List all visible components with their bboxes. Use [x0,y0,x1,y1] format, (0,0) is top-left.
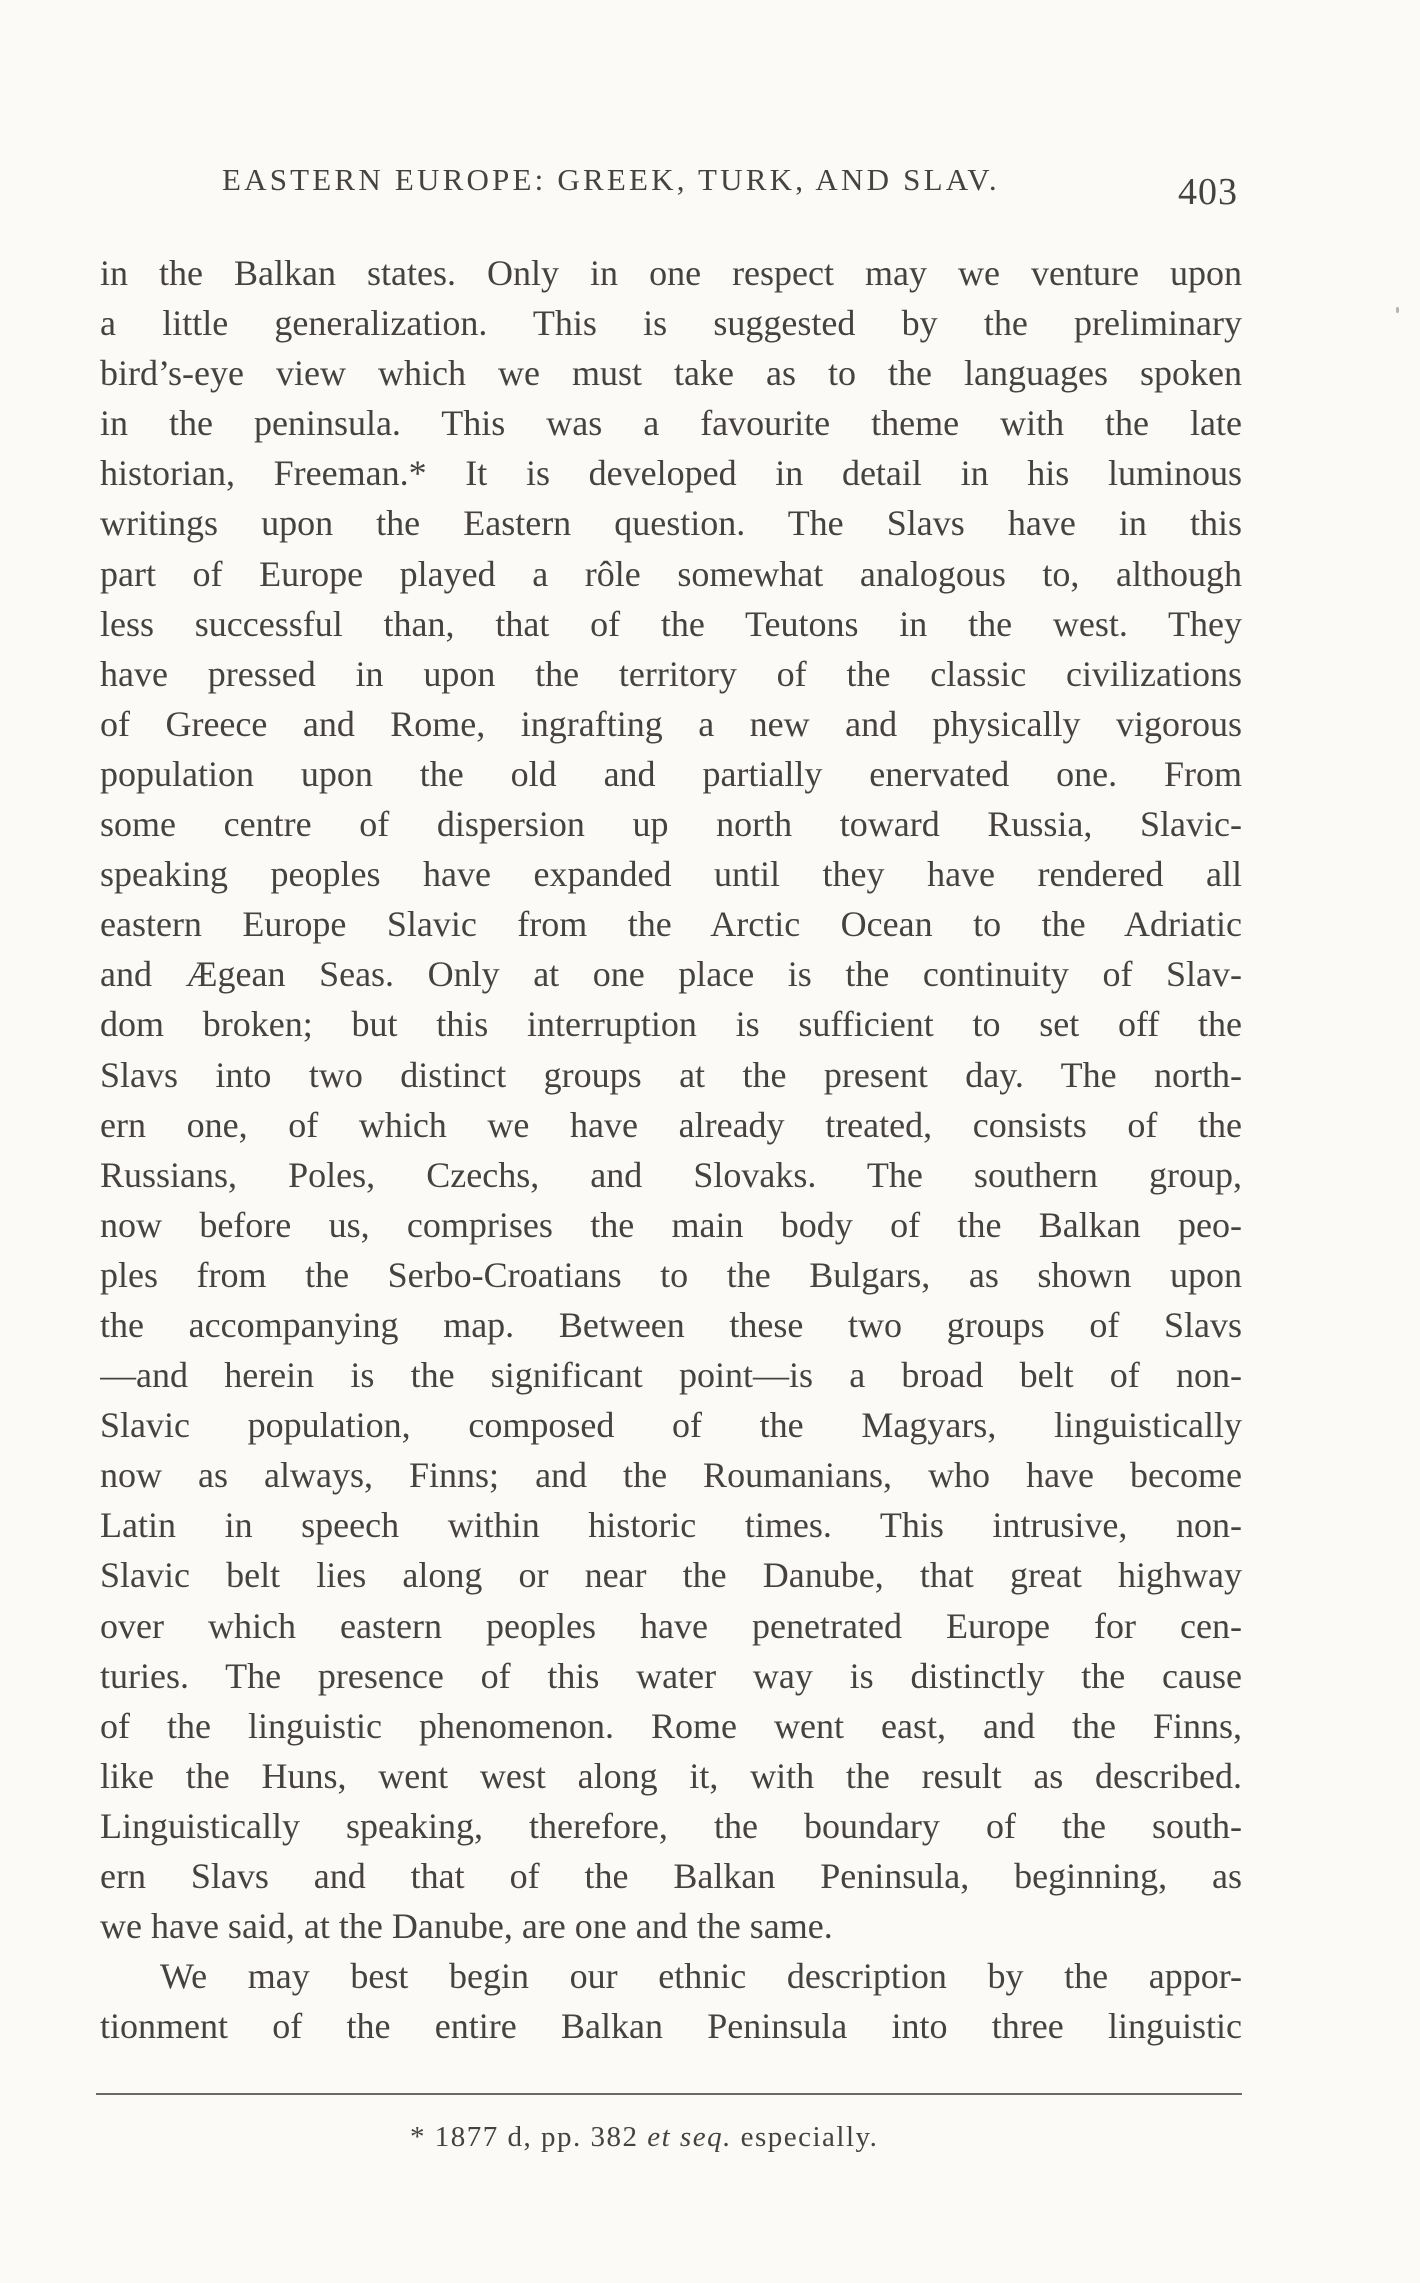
text-line: ern Slavs and that of the Balkan Peninsula, beginning, as [100,1856,1242,1896]
text-line: now before us, comprises the main body of the Balkan peo- [100,1204,1242,1245]
text-line: dom broken; but this interruption is sufficient to set off the [100,1004,1242,1045]
text-line: eastern Europe Slavic from the Arctic Ocean to the Adriatic [100,904,1242,945]
text-line: bird’s-eye view which we must take as to the languages spoken [100,353,1242,394]
text-line: part of Europe played a rôle somewhat analogous to, although [100,553,1242,594]
text-line: speaking peoples have expanded until they have rendered all [100,854,1242,895]
page-number: 403 [1178,171,1238,213]
text-line: have pressed in upon the territory of the classic civilizations [100,653,1242,694]
text-line: Russians, Poles, Czechs, and Slovaks. The southern group, [100,1154,1242,1195]
text-line: over which eastern peoples have penetrated Europe for cen- [100,1605,1242,1646]
text-line: Linguistically speaking, therefore, the boundary of the south- [100,1805,1242,1846]
text-line: we have said, at the Danube, are one and the same. [100,1906,833,1947]
text-line: Slavic belt lies along or near the Danube, that great highway [100,1555,1242,1596]
text-line: of the linguistic phenomenon. Rome went east, and the Finns, [100,1705,1242,1746]
text-line: —and herein is the significant point—is a broad belt of non- [100,1355,1242,1396]
text-line: like the Huns, went west along it, with the result as described. [100,1755,1242,1796]
text-line: and Ægean Seas. Only at one place is the continuity of Slav- [100,954,1242,995]
paper-speck [1396,307,1399,313]
text-line: ples from the Serbo-Croatians to the Bulgars, as shown upon [100,1254,1242,1295]
running-head: EASTERN EUROPE: GREEK, TURK, AND SLAV. [222,162,1000,197]
text-line: ern one, of which we have already treated, consists of the [100,1104,1242,1145]
footnote-reference: 1877 d, pp. 382 [434,2121,639,2153]
text-line: tionment of the entire Balkan Peninsula into three linguistic [100,2006,1242,2047]
text-line: population upon the old and partially enervated one. From [100,753,1242,794]
footnote-trailing: especially. [740,2121,879,2153]
text-line: a little generalization. This is suggested by the preliminary [100,303,1242,344]
text-line: We may best begin our ethnic description by the appor- [160,1956,1242,1997]
text-line: turies. The presence of this water way is distinctly the cause [100,1655,1242,1696]
footnote-italic: et seq. [647,2121,732,2153]
body-text [100,248,1242,2051]
paragraph-1 [100,248,1242,1951]
footnote-marker: * [410,2121,426,2153]
text-line: the accompanying map. Between these two groups of Slavs [100,1304,1242,1345]
text-line: in the Balkan states. Only in one respect may we venture upon [100,253,1242,293]
text-line: historian, Freeman.* It is developed in detail in his luminous [100,453,1242,494]
text-line: less successful than, that of the Teutons in the west. They [100,603,1242,644]
text-line: Latin in speech within historic times. This intrusive, non- [100,1505,1242,1546]
text-line: Slavic population, composed of the Magyars, linguistically [100,1405,1242,1446]
text-line: in the peninsula. This was a favourite theme with the late [100,403,1242,444]
footnote-rule [96,2093,1242,2095]
text-line: writings upon the Eastern question. The Slavs have in this [100,503,1242,544]
text-line: of Greece and Rome, ingrafting a new and physically vigorous [100,703,1242,744]
paragraph-2 [100,1951,1242,2051]
text-line: Slavs into two distinct groups at the present day. The north- [100,1054,1242,1095]
text-line: some centre of dispersion up north toward Russia, Slavic- [100,804,1242,845]
text-line: now as always, Finns; and the Roumanians, who have become [100,1455,1242,1496]
footnote [410,2121,878,2154]
